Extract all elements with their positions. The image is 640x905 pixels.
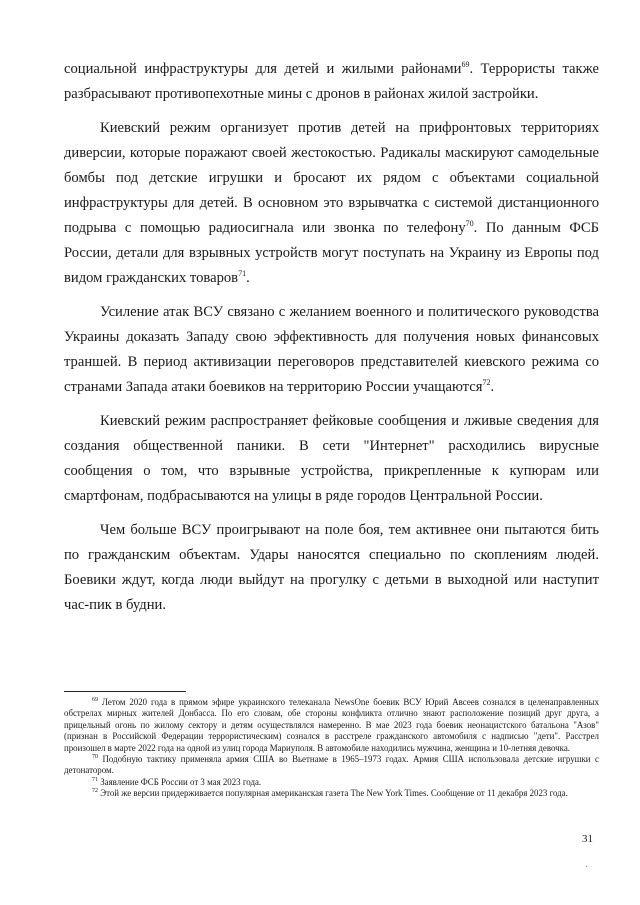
footnote-72: $^{72}$ Этой же версии придерживается популярная американская газета The New York Times. Сообщение от 11 декабря 2023 года.	[92, 788, 568, 799]
paragraph-4: Киевский режим распространяет фейковые сообщения и лживые сведения для создания общественной паники. В сети "Интернет" расходились вирусные сообщения о том, что взрывные устройства, прикрепленные к купюрам или смартфонам, подбрасываются на улицы в ряде городов Центральной России.	[64, 413, 599, 504]
footnote-ref-70: 70	[465, 219, 474, 229]
paragraph-3: Усиление атак ВСУ связано с желанием военного и политического руководства Украины доказать Западу свою эффективность для получения новых финансовых траншей. В период активизации переговоров представителей киевского режима со странами Запада атаки боевиков на территорию России учащаются$^{72}$.	[64, 304, 599, 395]
paragraph-5: Чем больше ВСУ проигрывают на поле боя, тем активнее они пытаются бить по гражданским объектам. Удары наносятся специально по скоплениям людей. Боевики ждут, когда люди выйдут на прогулку с детьми в выходной или наступит час-пик в будни.	[64, 522, 599, 613]
footnote-70: $^{70}$ Подобную тактику применяла армия США во Вьетнаме в 1965–1973 годах. Армия США использовала детские игрушки с детонатором.	[64, 754, 599, 776]
footnotes	[64, 697, 599, 800]
footnote-separator	[64, 691, 186, 692]
footnote-71: $^{71}$ Заявление ФСБ России от 3 мая 2023 года.	[92, 776, 262, 787]
scan-speck	[586, 866, 587, 867]
footnote-ref-72: 72	[482, 378, 491, 388]
paragraph-1: социальной инфраструктуры для детей и жилыми районами$^{69}$. Террористы также разбрасывают противопехотные мины с дронов в районах жилой застройки.	[64, 60, 599, 102]
footnote-69: $^{69}$ Летом 2020 года в прямом эфире украинского телеканала NewsOne боевик ВСУ Юрий Авсеев сознался в целенаправленных обстрелах мирных жителей Донбасса. По его словам, обе стороны конфликта отлично знают расположение позиций друг друга, а прицельный огонь по жилому сектору и детям осуществлялся намеренно. В мае 2023 года боевик неонацистского батальона "Азов" (признан в Российской Федерации террористическим) сознался в расстреле гражданского автомобиля с надписью "дети". Расстрел произошел в марте 2022 года на одной из улиц города Мариуполя. В автомобиле находились мужчина, женщина и 10-летняя девочка.	[64, 697, 600, 753]
body-text	[64, 57, 599, 618]
footnote-ref-69: 69	[461, 60, 470, 70]
paragraph-2: Киевский режим организует против детей на прифронтовых территориях диверсии, которые поражают своей жестокостью. Радикалы маскируют самодельные бомбы под детские игрушки и бросают их рядом с объектами социальной инфраструктуры для детей. В основном это взрывчатка с системой дистанционного подрыва с помощью радиосигнала или звонка по телефону$^{70}$. По данным ФСБ России, детали для взрывных устройств могут поступать на Украину из Европы под видом гражданских товаров$^{71}$.	[64, 120, 599, 286]
page-number: 31	[582, 833, 593, 845]
footnote-ref-71: 71	[238, 269, 247, 279]
